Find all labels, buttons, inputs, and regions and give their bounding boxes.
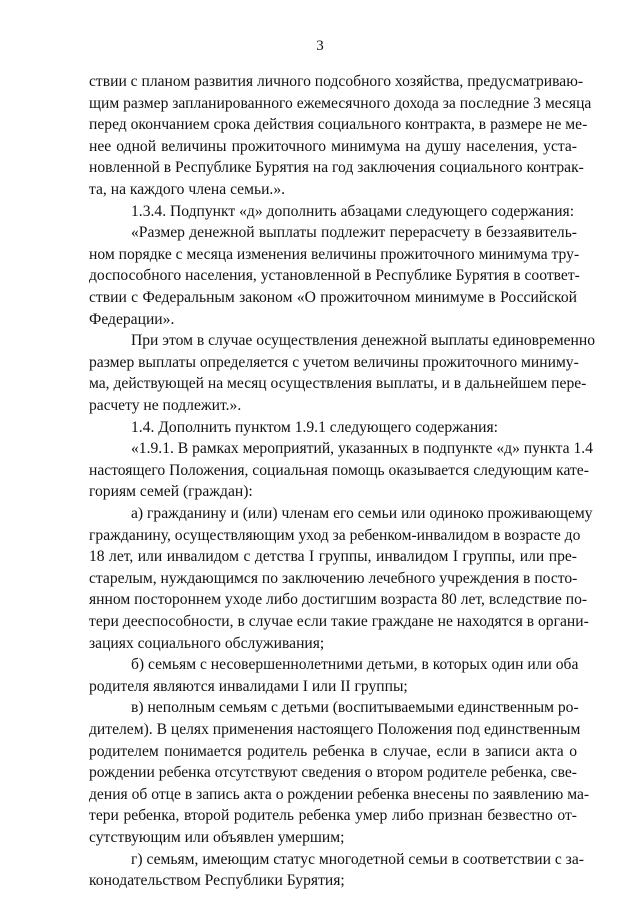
text-line: гориям семей (граждан): [89,483,253,501]
text-line: г) семьям, имеющим статус многодетной семьи в соответствии с за- [131,850,584,868]
text-line: конодательством Республики Бурятия; [89,872,345,890]
text-line: 18 лет, или инвалидом с детства I группы, инвалидом I группы, или пре- [89,548,577,566]
text-line: ма, действующей на месяц осуществления выплаты, и в дальнейшем пере- [89,375,587,393]
text-line: ствии с планом развития личного подсобного хозяйства, предусматриваю- [89,73,584,90]
text-line: щим размер запланированного ежемесячного дохода за последние 3 месяца [89,94,592,112]
text-line: зациях социального обслуживания; [89,634,325,652]
text-line: в) неполным семьям с детьми (воспитываемыми единственным ро- [131,699,579,717]
text-line: дения об отце в запись акта о рождении ребенка внесены по заявлению ма- [89,785,590,803]
text-line: гражданину, осуществляющим уход за ребенком-инвалидом в возрасте до [89,526,581,544]
text-line: ном порядке с месяца изменения величины прожиточного минимума тру- [89,245,580,263]
text-line: нее одной величины прожиточного минимума на душу населения, уста- [89,137,577,155]
text-line: При этом в случае осуществления денежной выплаты единовременно [131,332,596,350]
text-line: «1.9.1. В рамках мероприятий, указанных в подпункте «д» пункта 1.4 [131,440,593,458]
text-line: родителем понимается родитель ребенка в случае, если в записи акта о [89,742,577,760]
text-line: сутствующим или объявлен умершим; [89,829,345,846]
text-line: настоящего Положения, социальная помощь оказывается следующим кате- [89,461,589,479]
text-line: 1.3.4. Подпункт «д» дополнить абзацами следующего содержания: [131,202,575,220]
text-line: размер выплаты определяется с учетом величины прожиточного миниму- [89,353,579,371]
text-line: тери дееспособности, в случае если такие граждане не находятся в органи- [89,613,589,630]
text-line: а) гражданину и (или) членам его семьи или одиноко проживающему [131,505,593,522]
text-line: дителем). В целях применения настоящего Положения под единственным [89,721,581,738]
page-number: 3 [316,38,324,54]
text-line: 1.4. Дополнить пунктом 1.9.1 следующего содержания: [131,418,499,436]
text-line: янном постороннем уходе либо достигшим возраста 80 лет, вследствие по- [89,591,588,609]
text-line: доспособного населения, установленной в Республике Бурятия в соответ- [89,267,580,285]
text-line: та, на каждого члена семьи.». [89,181,286,198]
text-line: рождении ребенка отсутствуют сведения о втором родителе ребенка, све- [89,764,577,782]
text-line: новленной в Республике Бурятия на год заключения социального контрак- [89,159,584,177]
text-line: родителя являются инвалидами I или II группы; [89,677,408,695]
text-line: тери ребенка, второй родитель ребенка умер либо признан безвестно от- [89,807,577,825]
text-line: старелым, нуждающимся по заключению лечебного учреждения в посто- [89,569,578,587]
text-line: расчету не подлежит.». [89,397,242,414]
text-line: б) семьям с несовершеннолетними детьми, в которых один или оба [131,656,579,674]
text-line: «Размер денежной выплаты подлежит перерасчету в беззаявитель- [131,224,577,242]
text-line: перед окончанием срока действия социального контракта, в размере не ме- [89,116,588,134]
text-line: ствии с Федеральным законом «О прожиточном минимуме в Российской [89,289,577,306]
text-line: Федерации». [89,310,175,328]
